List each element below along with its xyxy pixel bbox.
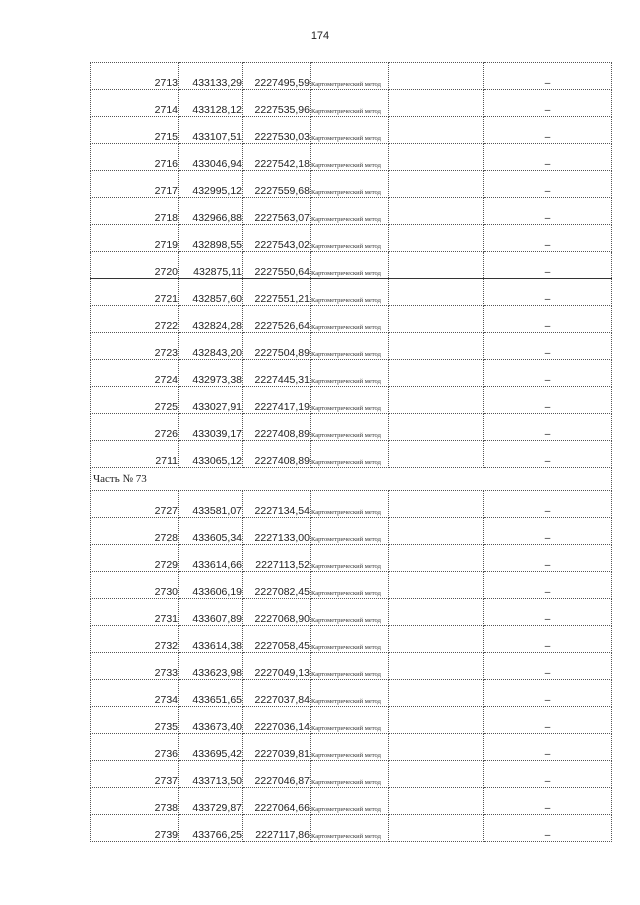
table-row [91,441,612,468]
table-row [91,387,612,414]
coordinate-x: 433729,87 [179,788,243,815]
accuracy-cell: – [484,518,612,545]
method-cell: Картометрический метод [311,441,389,468]
method-cell: Картометрический метод [311,90,389,117]
accuracy-cell: – [484,387,612,414]
point-number: 2735 [91,707,179,734]
method-cell: Картометрический метод [311,198,389,225]
coordinate-y: 2227408,89 [243,441,311,468]
method-cell: Картометрический метод [311,599,389,626]
accuracy-cell: – [484,360,612,387]
coordinate-x: 433065,12 [179,441,243,468]
table-row [91,707,612,734]
coordinate-x: 432824,28 [179,306,243,333]
table-row [91,491,612,518]
coordinate-y: 2227408,89 [243,414,311,441]
table-row [91,144,612,171]
accuracy-cell: – [484,198,612,225]
accuracy-cell: – [484,545,612,572]
accuracy-cell: – [484,491,612,518]
method-cell: Картометрический метод [311,144,389,171]
blank-cell [389,117,484,144]
table-row [91,572,612,599]
point-number: 2736 [91,734,179,761]
table-row [91,414,612,441]
point-number: 2734 [91,680,179,707]
accuracy-cell: – [484,63,612,90]
accuracy-cell: – [484,680,612,707]
accuracy-cell: – [484,90,612,117]
coordinate-y: 2227526,64 [243,306,311,333]
blank-cell [389,761,484,788]
point-number: 2718 [91,198,179,225]
point-number: 2713 [91,63,179,90]
point-number: 2723 [91,333,179,360]
point-number: 2728 [91,518,179,545]
accuracy-cell: – [484,626,612,653]
accuracy-cell: – [484,707,612,734]
coordinate-x: 433614,38 [179,626,243,653]
accuracy-cell: – [484,171,612,198]
table-row [91,63,612,90]
coordinate-x: 433766,25 [179,815,243,842]
blank-cell [389,279,484,306]
coordinate-y: 2227563,07 [243,198,311,225]
method-cell: Картометрический метод [311,545,389,572]
accuracy-cell: – [484,734,612,761]
coordinate-x: 433133,29 [179,63,243,90]
method-cell: Картометрический метод [311,63,389,90]
accuracy-cell: – [484,225,612,252]
coordinate-x: 433614,66 [179,545,243,572]
method-cell: Картометрический метод [311,572,389,599]
method-cell: Картометрический метод [311,491,389,518]
blank-cell [389,788,484,815]
coordinate-x: 432966,88 [179,198,243,225]
coordinate-y: 2227535,96 [243,90,311,117]
point-number: 2726 [91,414,179,441]
coordinate-y: 2227551,21 [243,279,311,306]
point-number: 2738 [91,788,179,815]
table-row [91,734,612,761]
table-row [91,198,612,225]
point-number: 2719 [91,225,179,252]
blank-cell [389,599,484,626]
accuracy-cell: – [484,117,612,144]
blank-cell [389,491,484,518]
accuracy-cell: – [484,441,612,468]
method-cell: Картометрический метод [311,707,389,734]
table-row [91,599,612,626]
blank-cell [389,734,484,761]
table-row [91,518,612,545]
blank-cell [389,815,484,842]
accuracy-cell: – [484,414,612,441]
accuracy-cell: – [484,572,612,599]
table-row [91,225,612,252]
method-cell: Картометрический метод [311,626,389,653]
page-number: 174 [310,30,330,42]
coordinates-table [90,62,612,842]
point-number: 2729 [91,545,179,572]
blank-cell [389,198,484,225]
accuracy-cell: – [484,144,612,171]
table-row [91,626,612,653]
coordinate-y: 2227445,31 [243,360,311,387]
table-row [91,117,612,144]
blank-cell [389,171,484,198]
point-number: 2727 [91,491,179,518]
point-number: 2716 [91,144,179,171]
blank-cell [389,333,484,360]
coordinate-x: 432843,20 [179,333,243,360]
coordinate-x: 433581,07 [179,491,243,518]
coordinate-x: 432898,55 [179,225,243,252]
coordinate-y: 2227039,81 [243,734,311,761]
blank-cell [389,441,484,468]
blank-cell [389,414,484,441]
coordinate-y: 2227550,64 [243,252,311,279]
coordinate-y: 2227530,03 [243,117,311,144]
coordinate-y: 2227113,52 [243,545,311,572]
coordinate-x: 433713,50 [179,761,243,788]
method-cell: Картометрический метод [311,306,389,333]
section-label: Часть № 73 [91,468,612,491]
coordinate-x: 432973,38 [179,360,243,387]
point-number: 2720 [91,252,179,279]
accuracy-cell: – [484,333,612,360]
coordinate-y: 2227046,87 [243,761,311,788]
coordinate-y: 2227037,84 [243,680,311,707]
section-row [91,468,612,491]
point-number: 2715 [91,117,179,144]
coordinate-x: 432857,60 [179,279,243,306]
accuracy-cell: – [484,815,612,842]
blank-cell [389,626,484,653]
coordinate-y: 2227134,54 [243,491,311,518]
method-cell: Картометрический метод [311,815,389,842]
coordinate-x: 433605,34 [179,518,243,545]
table-row [91,680,612,707]
table-row [91,333,612,360]
accuracy-cell: – [484,653,612,680]
method-cell: Картометрический метод [311,788,389,815]
point-number: 2731 [91,599,179,626]
coordinate-x: 433607,89 [179,599,243,626]
coordinate-x: 432875,11 [179,252,243,279]
coordinate-y: 2227504,89 [243,333,311,360]
coordinate-y: 2227049,13 [243,653,311,680]
point-number: 2717 [91,171,179,198]
method-cell: Картометрический метод [311,225,389,252]
accuracy-cell: – [484,306,612,333]
method-cell: Картометрический метод [311,279,389,306]
blank-cell [389,63,484,90]
blank-cell [389,653,484,680]
method-cell: Картометрический метод [311,734,389,761]
coordinate-x: 433046,94 [179,144,243,171]
coordinate-x: 433128,12 [179,90,243,117]
coordinate-y: 2227068,90 [243,599,311,626]
coordinate-y: 2227559,68 [243,171,311,198]
coordinate-x: 433673,40 [179,707,243,734]
blank-cell [389,707,484,734]
blank-cell [389,387,484,414]
point-number: 2714 [91,90,179,117]
table-row [91,788,612,815]
table-row [91,306,612,333]
coordinate-x: 433695,42 [179,734,243,761]
coordinate-x: 433027,91 [179,387,243,414]
coordinate-x: 433606,19 [179,572,243,599]
accuracy-cell: – [484,761,612,788]
method-cell: Картометрический метод [311,333,389,360]
blank-cell [389,306,484,333]
accuracy-cell: – [484,788,612,815]
coordinate-x: 433651,65 [179,680,243,707]
blank-cell [389,252,484,279]
coordinate-y: 2227542,18 [243,144,311,171]
coordinate-x: 433039,17 [179,414,243,441]
coordinate-y: 2227133,00 [243,518,311,545]
accuracy-cell: – [484,252,612,279]
coordinate-x: 433107,51 [179,117,243,144]
blank-cell [389,90,484,117]
point-number: 2724 [91,360,179,387]
coordinate-y: 2227417,19 [243,387,311,414]
accuracy-cell: – [484,599,612,626]
blank-cell [389,518,484,545]
point-number: 2733 [91,653,179,680]
coordinate-y: 2227064,66 [243,788,311,815]
blank-cell [389,144,484,171]
coordinate-y: 2227058,45 [243,626,311,653]
method-cell: Картометрический метод [311,252,389,279]
blank-cell [389,572,484,599]
table-row [91,360,612,387]
coordinate-y: 2227543,02 [243,225,311,252]
method-cell: Картометрический метод [311,653,389,680]
coordinate-y: 2227495,59 [243,63,311,90]
blank-cell [389,545,484,572]
method-cell: Картометрический метод [311,387,389,414]
coordinate-y: 2227036,14 [243,707,311,734]
coordinates-table-body [91,63,612,842]
blank-cell [389,360,484,387]
point-number: 2721 [91,279,179,306]
table-row [91,545,612,572]
method-cell: Картометрический метод [311,360,389,387]
table-row [91,653,612,680]
table-row [91,815,612,842]
table-row [91,279,612,306]
point-number: 2739 [91,815,179,842]
blank-cell [389,225,484,252]
coordinate-y: 2227117,86 [243,815,311,842]
point-number: 2725 [91,387,179,414]
point-number: 2737 [91,761,179,788]
method-cell: Картометрический метод [311,761,389,788]
method-cell: Картометрический метод [311,680,389,707]
point-number: 2722 [91,306,179,333]
accuracy-cell: – [484,279,612,306]
table-row [91,761,612,788]
point-number: 2730 [91,572,179,599]
coordinate-x: 433623,98 [179,653,243,680]
table-row [91,90,612,117]
blank-cell [389,680,484,707]
coordinate-x: 432995,12 [179,171,243,198]
method-cell: Картометрический метод [311,414,389,441]
table-row [91,252,612,279]
method-cell: Картометрический метод [311,518,389,545]
coordinate-y: 2227082,45 [243,572,311,599]
table-row [91,171,612,198]
method-cell: Картометрический метод [311,171,389,198]
point-number: 2732 [91,626,179,653]
method-cell: Картометрический метод [311,117,389,144]
point-number: 2711 [91,441,179,468]
